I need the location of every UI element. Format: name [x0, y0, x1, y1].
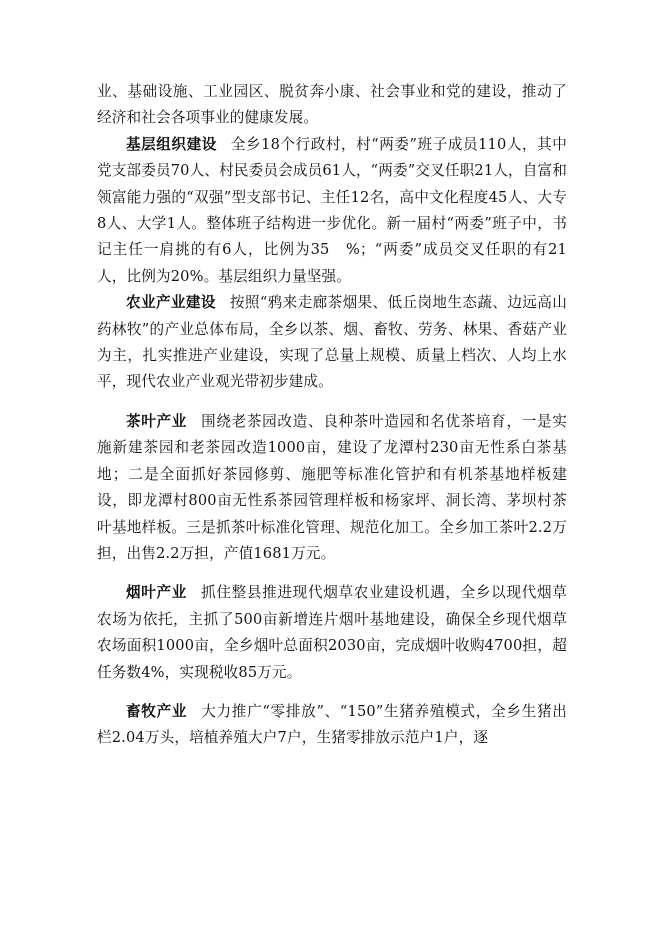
- section-heading: 烟叶产业: [126, 584, 188, 602]
- paragraph-text: 围绕老茶园改造、良种茶叶造园和名优茶培育，一是实施新建茶园和老茶园改造1000亩，建设了龙潭村230亩无性系白茶基地；二是全面抓好茶园修剪、施肥等标准化管护和有机茶基地样板建设，即龙潭村800亩无性系茶园管理样板和杨家坪、洞长湾、茅坝村茶叶基地样板。三是抓茶叶标准化管理、规范化加工。全乡加工茶叶2.2万担，出售2.2万担，产值1681万元。: [97, 412, 567, 562]
- paragraph-grassroots-organization: [97, 132, 567, 290]
- paragraph-text: 业、基础设施、工业园区、脱贫奔小康、社会事业和党的建设，推动了经济和社会各项事业的健康发展。: [97, 83, 567, 127]
- paragraph-text: 按照“鸦来走廊茶烟果、低丘岗地生态蔬、边远高山药林牧”的产业总体布局，全乡以茶、烟、畜牧、劳务、林果、香菇产业为主，扎实推进产业建设，实现了总量上规模、质量上档次、人均上水平，现代农业产业观光带初步建成。: [97, 294, 567, 391]
- paragraph-tea-industry: [97, 409, 567, 567]
- paragraph-text: 全乡18个行政村，村“两委”班子成员110人，其中党支部委员70人、村民委员会成员61人，“两委”交叉任职21人，自富和领富能力强的“双强”型支部书记、主任12名，高中文化程度45人、大专8人、大学1人。整体班子结构进一步优化。新一届村“两委”班子中，书记主任一肩挑的有6人，比例为35 %；“两委”成员交叉任职的有21人，比例为20%。基层组织力量坚强。: [97, 135, 567, 285]
- paragraph-continuation: [97, 79, 567, 132]
- paragraph-tobacco-industry: [97, 580, 567, 686]
- paragraph-livestock-industry: [97, 699, 567, 752]
- section-heading: 基层组织建设: [126, 135, 217, 153]
- paragraph-agriculture-industry: [97, 290, 567, 396]
- section-heading: 农业产业建设: [126, 294, 216, 312]
- section-heading: 畜牧产业: [126, 702, 188, 720]
- paragraph-text: 大力推广“零排放”、“150”生猪养殖模式，全乡生猪出栏2.04万头，培植养殖大户7户，生猪零排放示范户1户，逐: [97, 702, 568, 747]
- paragraph-text: 抓住整县推进现代烟草农业建设机遇，全乡以现代烟草农场为依托，主抓了500亩新增连片烟叶基地建设，确保全乡现代烟草农场面积1000亩，全乡烟叶总面积2030亩，完成烟叶收购4700担，超任务数4%，实现税收85万元。: [97, 584, 567, 681]
- section-heading: 茶叶产业: [126, 412, 188, 430]
- document-page: [97, 79, 567, 752]
